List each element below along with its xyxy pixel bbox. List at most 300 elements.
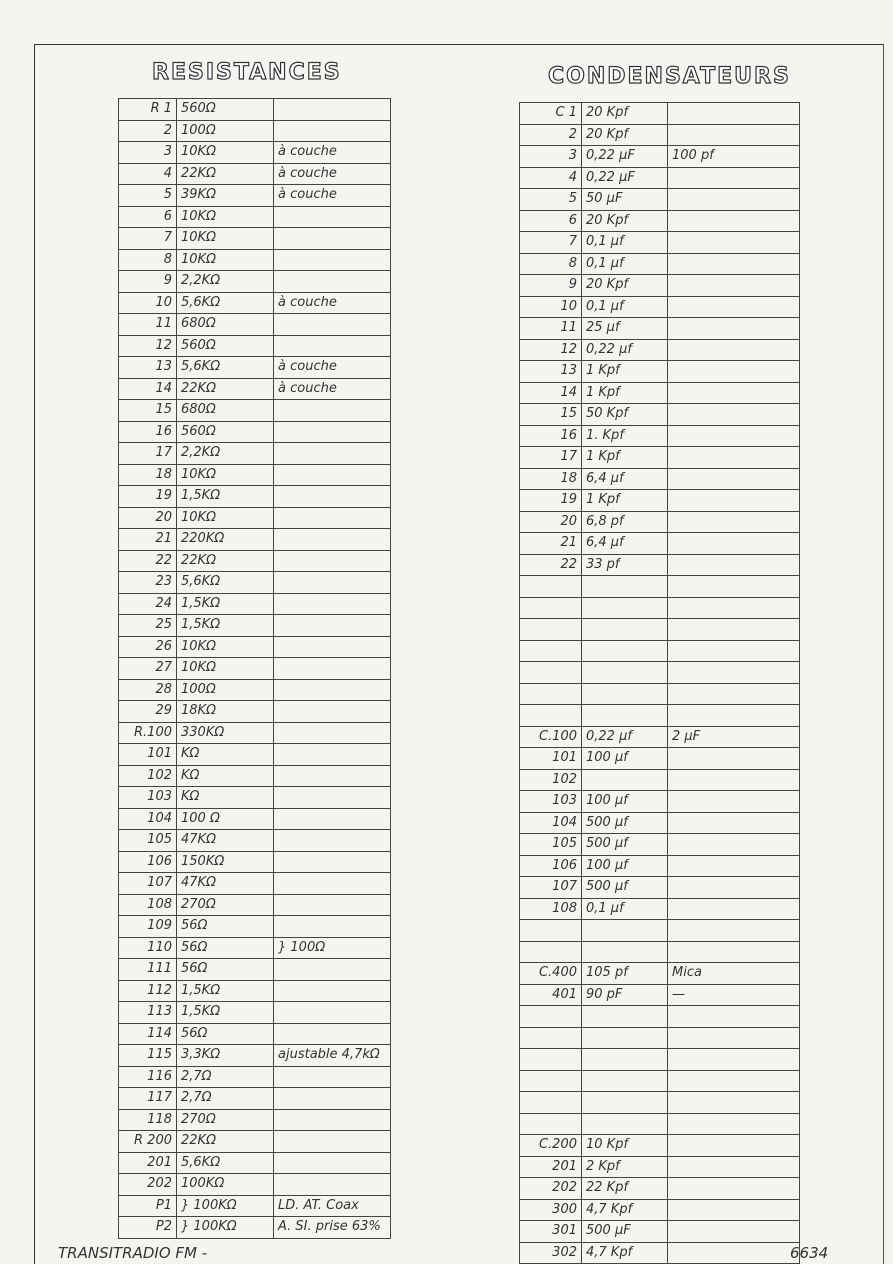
- resistance-value-cell: 10KΩ: [177, 507, 274, 529]
- condensateur-row: [520, 1092, 800, 1114]
- condensateur-ref-cell: 106: [520, 855, 582, 877]
- condensateur-value-cell: 1 Kpf: [582, 490, 668, 512]
- condensateur-note-cell: [668, 382, 800, 404]
- resistance-value-cell: } 100KΩ: [177, 1217, 274, 1239]
- condensateur-row: [520, 984, 800, 1006]
- condensateur-note-cell: [668, 662, 800, 684]
- resistance-note-cell: [274, 636, 391, 658]
- resistance-note-cell: [274, 120, 391, 142]
- resistance-value-cell: 47KΩ: [177, 873, 274, 895]
- condensateur-ref-cell: [520, 683, 582, 705]
- resistance-value-cell: 10KΩ: [177, 249, 274, 271]
- resistance-note-cell: [274, 679, 391, 701]
- condensateur-value-cell: 6,4 µf: [582, 533, 668, 555]
- resistance-row: [119, 486, 391, 508]
- resistance-ref-cell: 6: [119, 206, 177, 228]
- condensateur-row: [520, 920, 800, 942]
- resistance-value-cell: 5,6KΩ: [177, 1152, 274, 1174]
- resistance-ref-cell: 3: [119, 142, 177, 164]
- resistance-ref-cell: 8: [119, 249, 177, 271]
- condensateur-note-cell: [668, 941, 800, 963]
- resistance-note-cell: } 100Ω: [274, 937, 391, 959]
- condensateur-note-cell: [668, 834, 800, 856]
- condensateur-note-cell: Mica: [668, 963, 800, 985]
- resistance-value-cell: 330KΩ: [177, 722, 274, 744]
- condensateur-ref-cell: [520, 941, 582, 963]
- resistance-row: [119, 228, 391, 250]
- condensateur-row: [520, 941, 800, 963]
- condensateur-note-cell: [668, 554, 800, 576]
- condensateur-row: [520, 167, 800, 189]
- resistance-row: [119, 163, 391, 185]
- resistance-value-cell: 56Ω: [177, 1023, 274, 1045]
- resistance-row: [119, 1002, 391, 1024]
- resistance-note-cell: [274, 1152, 391, 1174]
- condensateur-value-cell: [582, 769, 668, 791]
- condensateur-value-cell: [582, 1092, 668, 1114]
- condensateur-value-cell: 4,7 Kpf: [582, 1242, 668, 1264]
- condensateur-ref-cell: 104: [520, 812, 582, 834]
- resistance-row: [119, 615, 391, 637]
- resistance-note-cell: ajustable 4,7kΩ: [274, 1045, 391, 1067]
- condensateur-row: [520, 318, 800, 340]
- condensateur-note-cell: [668, 705, 800, 727]
- resistance-note-cell: LD. AT. Coax: [274, 1195, 391, 1217]
- condensateur-value-cell: 25 µf: [582, 318, 668, 340]
- resistance-value-cell: 560Ω: [177, 335, 274, 357]
- condensateur-row: [520, 1156, 800, 1178]
- condensateur-row: [520, 726, 800, 748]
- condensateur-row: [520, 1221, 800, 1243]
- condensateur-row: [520, 296, 800, 318]
- resistance-ref-cell: 102: [119, 765, 177, 787]
- resistance-note-cell: [274, 486, 391, 508]
- condensateur-note-cell: [668, 361, 800, 383]
- resistance-ref-cell: 27: [119, 658, 177, 680]
- condensateurs-heading: CONDENSATEURS: [548, 64, 791, 89]
- condensateur-ref-cell: 3: [520, 146, 582, 168]
- condensateur-value-cell: 0,22 µF: [582, 167, 668, 189]
- resistance-ref-cell: 105: [119, 830, 177, 852]
- condensateur-row: [520, 1199, 800, 1221]
- condensateur-note-cell: [668, 877, 800, 899]
- condensateur-row: [520, 662, 800, 684]
- condensateur-note-cell: [668, 533, 800, 555]
- resistance-value-cell: 18KΩ: [177, 701, 274, 723]
- resistance-note-cell: [274, 658, 391, 680]
- resistance-ref-cell: 2: [119, 120, 177, 142]
- condensateur-ref-cell: 103: [520, 791, 582, 813]
- condensateur-ref-cell: 302: [520, 1242, 582, 1264]
- resistance-row: [119, 529, 391, 551]
- condensateur-ref-cell: 11: [520, 318, 582, 340]
- footer-number: 6634: [790, 1244, 829, 1262]
- resistance-ref-cell: 115: [119, 1045, 177, 1067]
- condensateur-ref-cell: 10: [520, 296, 582, 318]
- resistance-note-cell: [274, 808, 391, 830]
- resistance-note-cell: [274, 851, 391, 873]
- condensateur-row: [520, 748, 800, 770]
- resistance-row: [119, 206, 391, 228]
- condensateur-row: [520, 855, 800, 877]
- resistance-value-cell: 560Ω: [177, 99, 274, 121]
- condensateur-note-cell: [668, 1113, 800, 1135]
- resistance-row: [119, 1217, 391, 1239]
- resistance-ref-cell: 26: [119, 636, 177, 658]
- condensateur-row: [520, 812, 800, 834]
- resistance-note-cell: [274, 99, 391, 121]
- resistance-note-cell: à couche: [274, 185, 391, 207]
- condensateur-value-cell: 20 Kpf: [582, 124, 668, 146]
- condensateur-note-cell: [668, 597, 800, 619]
- condensateur-value-cell: 33 pf: [582, 554, 668, 576]
- condensateur-ref-cell: 16: [520, 425, 582, 447]
- condensateur-note-cell: [668, 468, 800, 490]
- condensateur-value-cell: 100 µf: [582, 791, 668, 813]
- resistance-note-cell: [274, 249, 391, 271]
- resistance-row: [119, 808, 391, 830]
- resistance-ref-cell: 9: [119, 271, 177, 293]
- condensateur-ref-cell: [520, 705, 582, 727]
- resistance-note-cell: [274, 1002, 391, 1024]
- resistance-row: [119, 1109, 391, 1131]
- resistance-value-cell: 680Ω: [177, 314, 274, 336]
- condensateur-note-cell: [668, 640, 800, 662]
- condensateur-row: [520, 382, 800, 404]
- condensateur-value-cell: 20 Kpf: [582, 275, 668, 297]
- condensateur-value-cell: 10 Kpf: [582, 1135, 668, 1157]
- resistance-value-cell: 150KΩ: [177, 851, 274, 873]
- condensateur-note-cell: [668, 511, 800, 533]
- condensateur-ref-cell: 9: [520, 275, 582, 297]
- condensateur-value-cell: [582, 705, 668, 727]
- resistance-value-cell: 100KΩ: [177, 1174, 274, 1196]
- resistance-note-cell: [274, 701, 391, 723]
- condensateur-value-cell: [582, 597, 668, 619]
- resistance-ref-cell: 29: [119, 701, 177, 723]
- condensateur-value-cell: 20 Kpf: [582, 103, 668, 125]
- condensateur-row: [520, 490, 800, 512]
- resistance-row: [119, 99, 391, 121]
- condensateur-value-cell: [582, 576, 668, 598]
- resistance-note-cell: [274, 529, 391, 551]
- resistance-row: [119, 1066, 391, 1088]
- resistance-note-cell: [274, 830, 391, 852]
- resistance-value-cell: KΩ: [177, 765, 274, 787]
- condensateur-ref-cell: 300: [520, 1199, 582, 1221]
- condensateur-value-cell: 1. Kpf: [582, 425, 668, 447]
- condensateur-value-cell: [582, 619, 668, 641]
- condensateur-note-cell: [668, 855, 800, 877]
- condensateur-row: [520, 339, 800, 361]
- resistance-note-cell: [274, 550, 391, 572]
- condensateur-ref-cell: 19: [520, 490, 582, 512]
- condensateur-note-cell: [668, 769, 800, 791]
- resistance-ref-cell: 111: [119, 959, 177, 981]
- condensateur-value-cell: [582, 941, 668, 963]
- resistance-note-cell: à couche: [274, 357, 391, 379]
- condensateur-row: [520, 1049, 800, 1071]
- resistance-row: [119, 443, 391, 465]
- resistance-row: [119, 1023, 391, 1045]
- condensateur-value-cell: 500 µf: [582, 877, 668, 899]
- resistance-row: [119, 357, 391, 379]
- condensateur-ref-cell: 8: [520, 253, 582, 275]
- condensateur-value-cell: 0,22 µf: [582, 339, 668, 361]
- resistance-ref-cell: 118: [119, 1109, 177, 1131]
- condensateur-row: [520, 103, 800, 125]
- condensateur-value-cell: [582, 920, 668, 942]
- condensateur-note-cell: [668, 619, 800, 641]
- condensateur-ref-cell: 108: [520, 898, 582, 920]
- resistance-row: [119, 1152, 391, 1174]
- resistance-row: [119, 1195, 391, 1217]
- condensateur-note-cell: [668, 812, 800, 834]
- resistance-ref-cell: 201: [119, 1152, 177, 1174]
- resistance-row: [119, 400, 391, 422]
- condensateur-value-cell: [582, 640, 668, 662]
- resistance-row: [119, 916, 391, 938]
- resistance-row: [119, 894, 391, 916]
- resistance-ref-cell: 110: [119, 937, 177, 959]
- condensateur-ref-cell: C.200: [520, 1135, 582, 1157]
- condensateur-ref-cell: 22: [520, 554, 582, 576]
- resistance-ref-cell: 15: [119, 400, 177, 422]
- condensateur-value-cell: 22 Kpf: [582, 1178, 668, 1200]
- resistance-row: [119, 271, 391, 293]
- condensateur-value-cell: [582, 662, 668, 684]
- condensateur-note-cell: [668, 275, 800, 297]
- condensateur-note-cell: [668, 1027, 800, 1049]
- resistance-row: [119, 873, 391, 895]
- condensateur-note-cell: [668, 167, 800, 189]
- condensateur-note-cell: [668, 1178, 800, 1200]
- resistance-note-cell: [274, 400, 391, 422]
- resistance-row: [119, 550, 391, 572]
- condensateur-row: [520, 146, 800, 168]
- resistance-note-cell: [274, 1023, 391, 1045]
- condensateur-row: [520, 468, 800, 490]
- condensateur-value-cell: 1 Kpf: [582, 361, 668, 383]
- resistance-ref-cell: 107: [119, 873, 177, 895]
- resistance-value-cell: 2,2KΩ: [177, 271, 274, 293]
- resistance-value-cell: 5,6KΩ: [177, 292, 274, 314]
- condensateur-row: [520, 425, 800, 447]
- condensateur-row: [520, 1242, 800, 1264]
- condensateur-row: [520, 791, 800, 813]
- condensateur-value-cell: 0,1 µf: [582, 898, 668, 920]
- resistance-note-cell: [274, 593, 391, 615]
- resistance-note-cell: [274, 722, 391, 744]
- condensateur-value-cell: 1 Kpf: [582, 382, 668, 404]
- condensateur-note-cell: [668, 404, 800, 426]
- condensateur-ref-cell: 4: [520, 167, 582, 189]
- condensateur-row: [520, 705, 800, 727]
- resistance-row: [119, 1174, 391, 1196]
- resistance-ref-cell: 113: [119, 1002, 177, 1024]
- resistance-row: [119, 765, 391, 787]
- resistance-row: [119, 572, 391, 594]
- resistance-row: [119, 335, 391, 357]
- resistance-ref-cell: 5: [119, 185, 177, 207]
- condensateur-ref-cell: 201: [520, 1156, 582, 1178]
- condensateur-value-cell: 6,4 µf: [582, 468, 668, 490]
- condensateur-ref-cell: [520, 1049, 582, 1071]
- resistance-row: [119, 658, 391, 680]
- resistance-note-cell: à couche: [274, 292, 391, 314]
- condensateur-ref-cell: [520, 619, 582, 641]
- condensateur-ref-cell: [520, 662, 582, 684]
- condensateur-ref-cell: [520, 1092, 582, 1114]
- resistance-row: [119, 679, 391, 701]
- condensateur-note-cell: [668, 425, 800, 447]
- resistance-row: [119, 507, 391, 529]
- resistance-value-cell: 56Ω: [177, 916, 274, 938]
- condensateur-ref-cell: 15: [520, 404, 582, 426]
- resistance-value-cell: 22KΩ: [177, 550, 274, 572]
- resistance-row: [119, 378, 391, 400]
- footer-model: TRANSITRADIO FM -: [58, 1244, 208, 1262]
- condensateur-value-cell: 50 µF: [582, 189, 668, 211]
- resistance-ref-cell: 12: [119, 335, 177, 357]
- condensateur-row: [520, 533, 800, 555]
- condensateur-value-cell: 50 Kpf: [582, 404, 668, 426]
- condensateur-row: [520, 232, 800, 254]
- condensateur-value-cell: [582, 1113, 668, 1135]
- resistance-ref-cell: 104: [119, 808, 177, 830]
- resistance-value-cell: 1,5KΩ: [177, 615, 274, 637]
- condensateur-row: [520, 640, 800, 662]
- resistance-value-cell: 56Ω: [177, 937, 274, 959]
- resistance-ref-cell: 24: [119, 593, 177, 615]
- condensateur-ref-cell: 2: [520, 124, 582, 146]
- condensateur-note-cell: —: [668, 984, 800, 1006]
- resistance-note-cell: à couche: [274, 378, 391, 400]
- condensateur-note-cell: [668, 1199, 800, 1221]
- resistance-ref-cell: P2: [119, 1217, 177, 1239]
- resistance-note-cell: [274, 228, 391, 250]
- condensateur-row: [520, 683, 800, 705]
- condensateur-ref-cell: 18: [520, 468, 582, 490]
- condensateur-note-cell: [668, 210, 800, 232]
- resistance-note-cell: [274, 615, 391, 637]
- resistance-value-cell: 560Ω: [177, 421, 274, 443]
- condensateur-ref-cell: 101: [520, 748, 582, 770]
- condensateur-note-cell: [668, 124, 800, 146]
- condensateur-ref-cell: [520, 1006, 582, 1028]
- condensateur-row: [520, 1006, 800, 1028]
- condensateur-ref-cell: 13: [520, 361, 582, 383]
- resistance-row: [119, 701, 391, 723]
- resistance-row: [119, 292, 391, 314]
- condensateur-ref-cell: 301: [520, 1221, 582, 1243]
- resistance-ref-cell: 117: [119, 1088, 177, 1110]
- condensateur-row: [520, 124, 800, 146]
- resistance-value-cell: 2,7Ω: [177, 1066, 274, 1088]
- condensateur-row: [520, 275, 800, 297]
- resistance-row: [119, 142, 391, 164]
- condensateur-note-cell: [668, 1070, 800, 1092]
- condensateur-row: [520, 1113, 800, 1135]
- condensateur-row: [520, 1178, 800, 1200]
- resistance-value-cell: 3,3KΩ: [177, 1045, 274, 1067]
- condensateur-ref-cell: 14: [520, 382, 582, 404]
- resistance-ref-cell: 101: [119, 744, 177, 766]
- resistance-value-cell: 10KΩ: [177, 206, 274, 228]
- resistance-value-cell: 5,6KΩ: [177, 572, 274, 594]
- resistance-value-cell: 1,5KΩ: [177, 593, 274, 615]
- resistances-table: [118, 98, 391, 1239]
- resistance-row: [119, 830, 391, 852]
- resistance-value-cell: 10KΩ: [177, 658, 274, 680]
- resistance-ref-cell: 13: [119, 357, 177, 379]
- condensateur-note-cell: [668, 1006, 800, 1028]
- resistance-note-cell: [274, 507, 391, 529]
- condensateur-value-cell: 4,7 Kpf: [582, 1199, 668, 1221]
- condensateur-ref-cell: 12: [520, 339, 582, 361]
- condensateur-row: [520, 361, 800, 383]
- resistance-ref-cell: 202: [119, 1174, 177, 1196]
- resistance-row: [119, 464, 391, 486]
- resistance-ref-cell: 4: [119, 163, 177, 185]
- resistance-value-cell: 220KΩ: [177, 529, 274, 551]
- resistance-note-cell: [274, 464, 391, 486]
- condensateur-ref-cell: 7: [520, 232, 582, 254]
- condensateur-ref-cell: [520, 640, 582, 662]
- resistance-ref-cell: 20: [119, 507, 177, 529]
- condensateur-value-cell: [582, 683, 668, 705]
- resistance-value-cell: 680Ω: [177, 400, 274, 422]
- resistance-note-cell: A. SI. prise 63%: [274, 1217, 391, 1239]
- resistance-note-cell: [274, 314, 391, 336]
- condensateur-ref-cell: [520, 576, 582, 598]
- resistance-value-cell: 100Ω: [177, 120, 274, 142]
- resistance-note-cell: [274, 744, 391, 766]
- condensateur-ref-cell: 105: [520, 834, 582, 856]
- condensateur-note-cell: [668, 447, 800, 469]
- resistance-note-cell: [274, 894, 391, 916]
- resistance-ref-cell: 22: [119, 550, 177, 572]
- resistance-value-cell: 22KΩ: [177, 163, 274, 185]
- resistance-ref-cell: 7: [119, 228, 177, 250]
- resistance-value-cell: 10KΩ: [177, 464, 274, 486]
- condensateur-note-cell: [668, 1156, 800, 1178]
- condensateur-note-cell: [668, 296, 800, 318]
- condensateur-row: [520, 189, 800, 211]
- condensateur-note-cell: 100 pf: [668, 146, 800, 168]
- resistance-value-cell: 39KΩ: [177, 185, 274, 207]
- condensateur-note-cell: [668, 683, 800, 705]
- resistance-row: [119, 959, 391, 981]
- condensateur-row: [520, 554, 800, 576]
- resistance-row: [119, 249, 391, 271]
- resistance-note-cell: à couche: [274, 142, 391, 164]
- resistance-ref-cell: 14: [119, 378, 177, 400]
- resistance-row: [119, 314, 391, 336]
- resistance-row: [119, 120, 391, 142]
- condensateur-value-cell: 0,1 µf: [582, 296, 668, 318]
- resistance-note-cell: à couche: [274, 163, 391, 185]
- condensateur-row: [520, 1135, 800, 1157]
- resistance-note-cell: [274, 765, 391, 787]
- resistance-row: [119, 636, 391, 658]
- resistance-ref-cell: 103: [119, 787, 177, 809]
- resistance-value-cell: 1,5KΩ: [177, 1002, 274, 1024]
- condensateur-ref-cell: C.400: [520, 963, 582, 985]
- resistance-ref-cell: 25: [119, 615, 177, 637]
- condensateur-value-cell: 500 µf: [582, 812, 668, 834]
- resistance-ref-cell: 19: [119, 486, 177, 508]
